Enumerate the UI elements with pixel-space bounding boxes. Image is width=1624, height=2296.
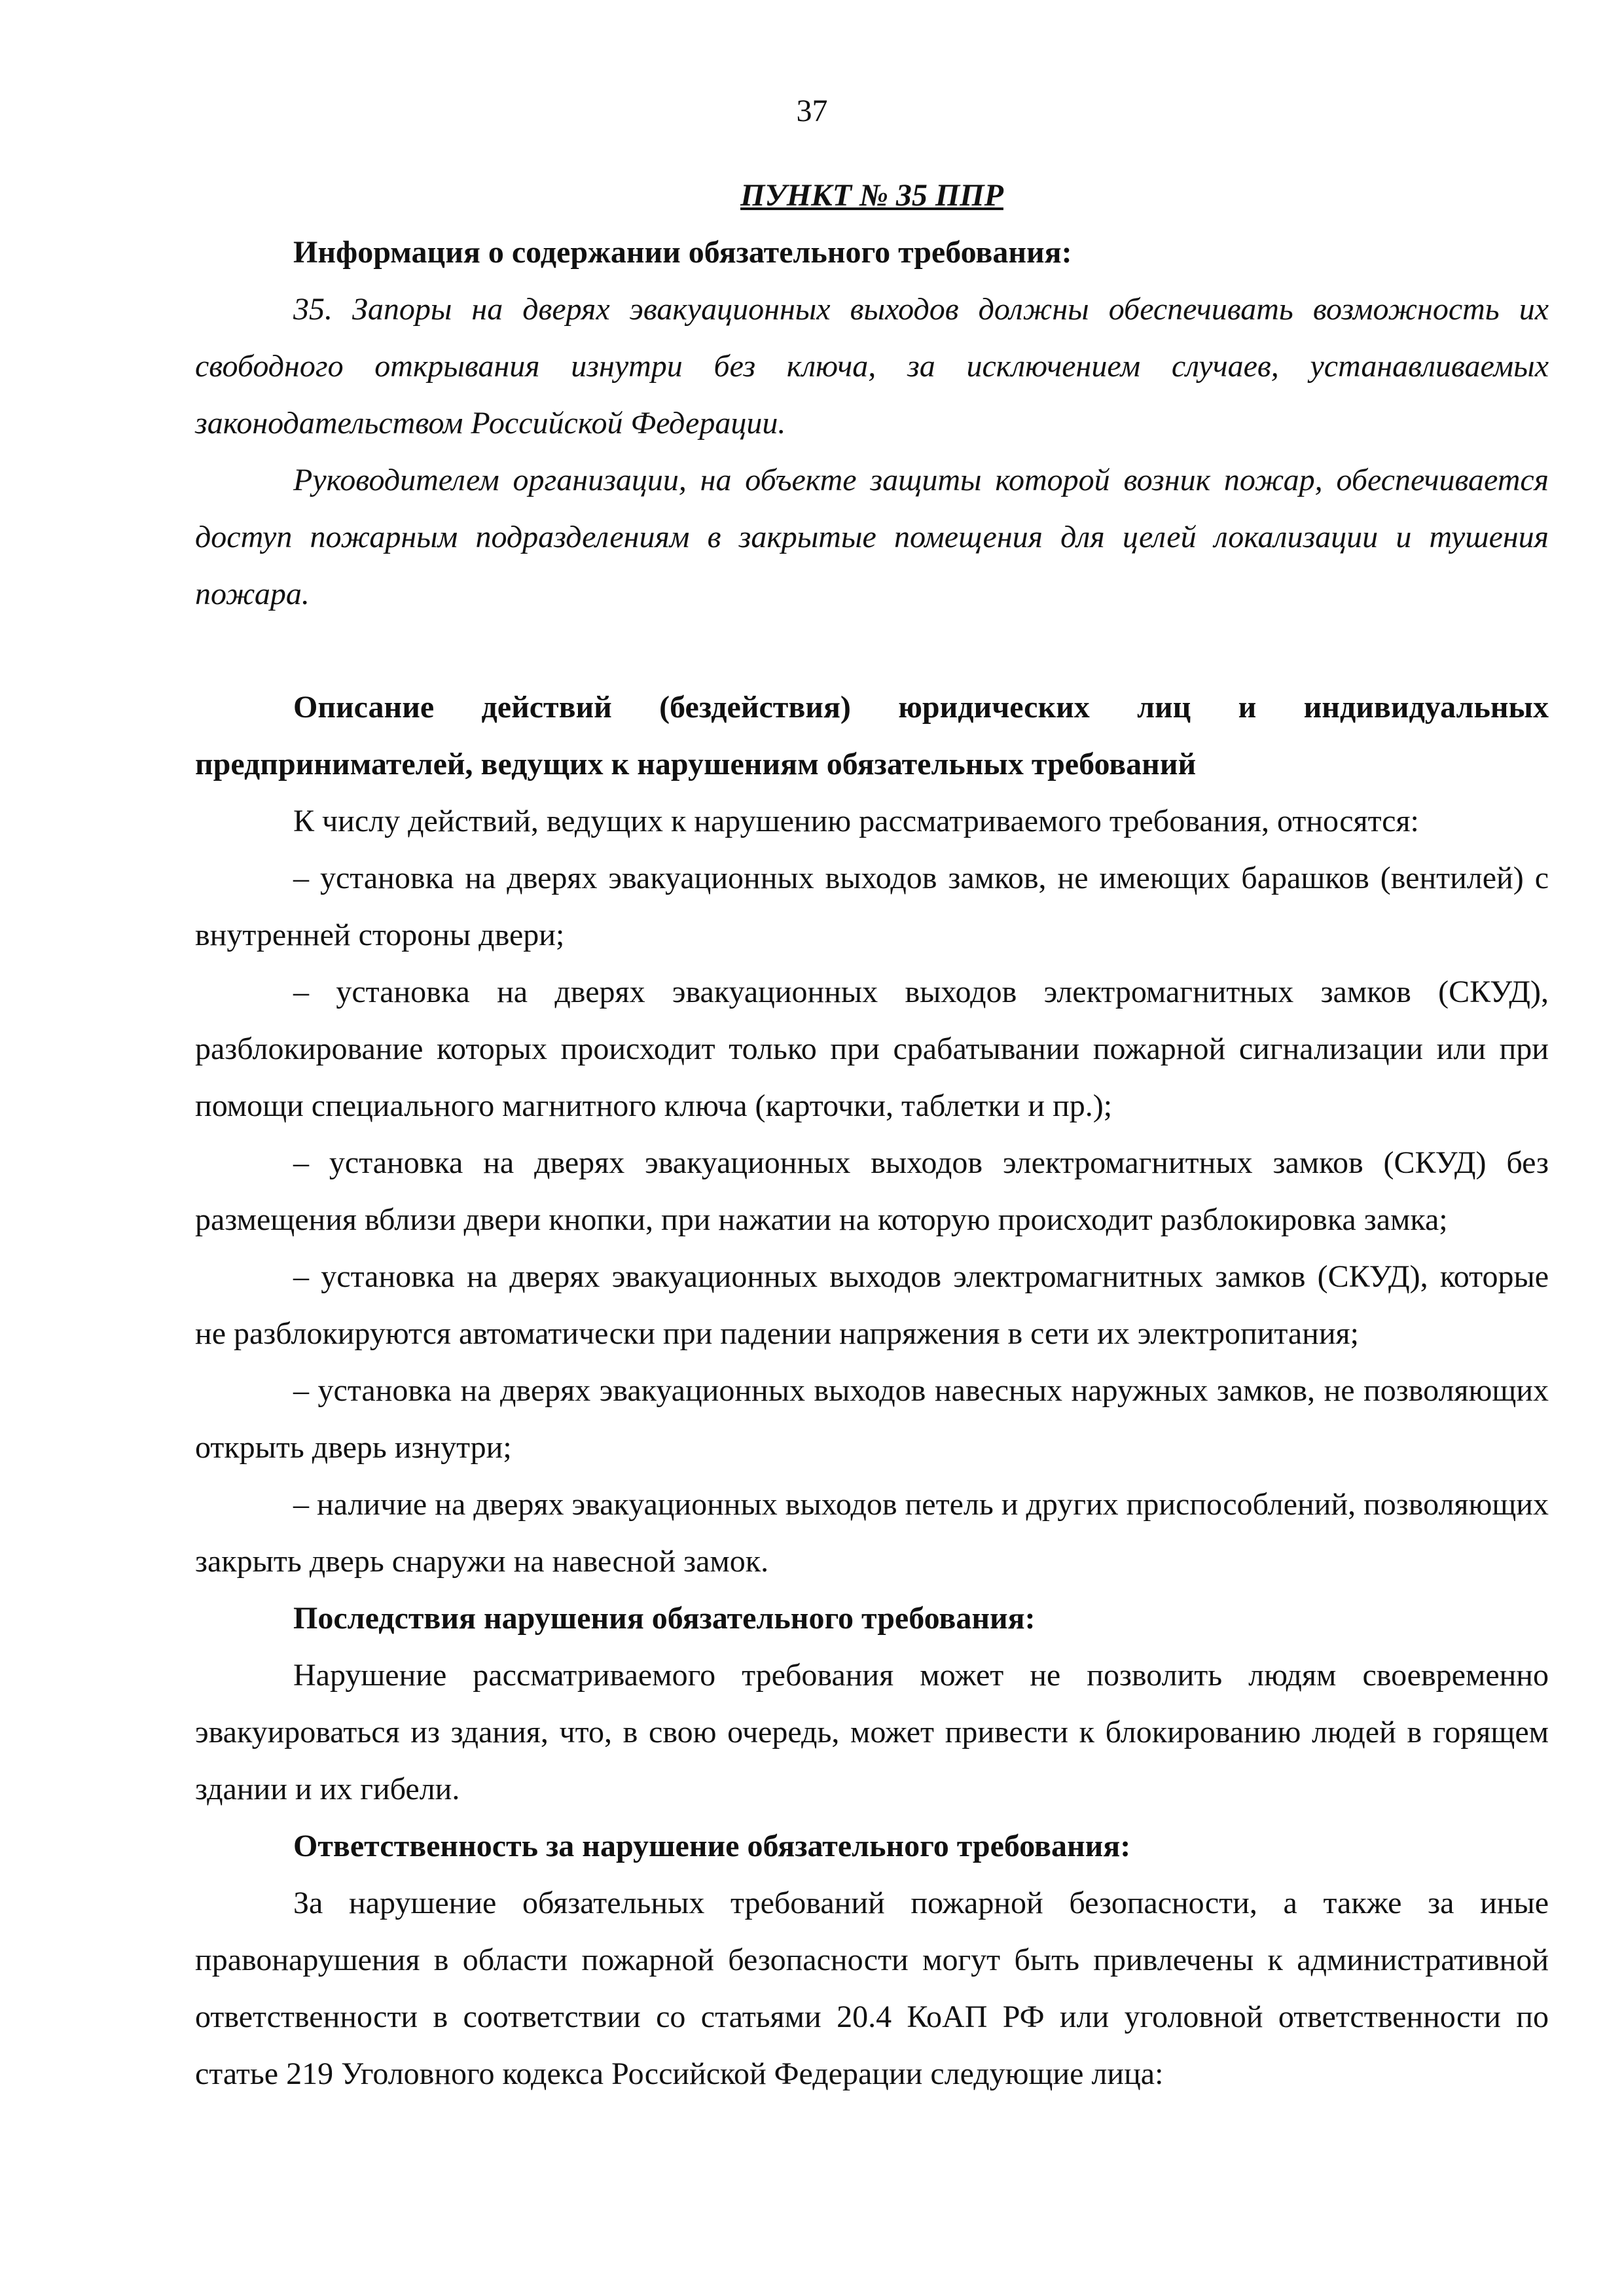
violation-item: – установка на дверях эвакуационных выходов навесных наружных замков, не позволяющих открыть дверь изнутри; — [195, 1373, 1549, 1465]
violation-item: – установка на дверях эвакуационных выходов электромагнитных замков (СКУД), разблокирование которых происходит только при срабатывании пожарной сигнализации или при помощи специального магнитного ключа (карточки, таблетки и пр.); — [195, 975, 1549, 1123]
violation-item: – установка на дверях эвакуационных выходов электромагнитных замков (СКУД) без размещения вблизи двери кнопки, при нажатии на которую происходит разблокировка замка; — [195, 1145, 1549, 1237]
requirement-paragraph: 35. Запоры на дверях эвакуационных выходов должны обеспечивать возможность их свободного открывания изнутри без ключа, за исключением случаев, устанавливаемых законодательством Российской Федерации. — [195, 292, 1549, 440]
document-body — [195, 167, 1549, 2102]
violation-item: – установка на дверях эвакуационных выходов замков, не имеющих барашков (вентилей) с внутренней стороны двери; — [195, 861, 1549, 952]
spacer — [195, 622, 1549, 679]
page-number: 37 — [796, 94, 828, 128]
violations-heading: Описание действий (бездействия) юридических лиц и индивидуальных предпринимателей, ведущих к нарушениям обязательных требований — [195, 690, 1549, 781]
consequences-heading: Последствия нарушения обязательного требования: — [293, 1601, 1036, 1636]
consequences-paragraph: Нарушение рассматриваемого требования может не позволить людям своевременно эвакуироваться из здания, что, в свою очередь, может привести к блокированию людей в горящем здании и их гибели. — [195, 1658, 1549, 1806]
requirement-paragraph: Руководителем организации, на объекте защиты которой возник пожар, обеспечивается доступ пожарным подразделениям в закрытые помещения для целей локализации и тушения пожара. — [195, 463, 1549, 611]
liability-heading: Ответственность за нарушение обязательного требования: — [293, 1829, 1131, 1863]
section-title: ПУНКТ № 35 ППР — [740, 178, 1003, 213]
violation-item: – установка на дверях эвакуационных выходов электромагнитных замков (СКУД), которые не разблокируются автоматически при падении напряжения в сети их электропитания; — [195, 1259, 1549, 1351]
violation-item: – наличие на дверях эвакуационных выходов петель и других приспособлений, позволяющих закрыть дверь снаружи на навесной замок. — [195, 1487, 1549, 1579]
liability-paragraph: За нарушение обязательных требований пожарной безопасности, а также за иные правонарушения в области пожарной безопасности могут быть привлечены к административной ответственности в соответствии со статьями 20.4 КоАП РФ или уголовной ответственности по статье 219 Уголовного кодекса Российской Федерации следующие лица: — [195, 1886, 1549, 2091]
violations-intro: К числу действий, ведущих к нарушению рассматриваемого требования, относятся: — [293, 804, 1419, 838]
info-heading: Информация о содержании обязательного требования: — [293, 235, 1072, 270]
